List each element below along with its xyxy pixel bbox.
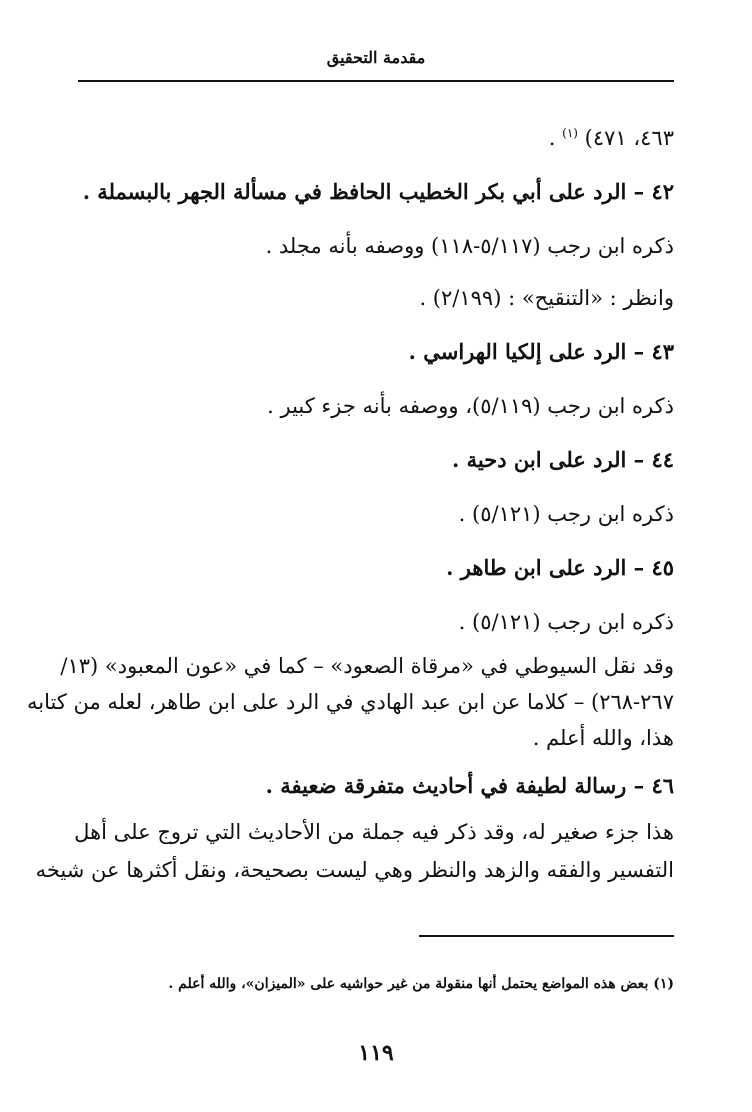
footnote-divider [419,935,674,937]
continuation-text: ٤٦٣، ٤٧١) [584,126,674,150]
continuation-tail: . [548,126,563,150]
entry-text-44: ذكره ابن رجب (٥/١٢١) . [458,502,674,526]
paragraph-line: التفسير والفقه والزهد والنظر وهي ليست بصحيحة، ونقل أكثرها عن شيخه [35,858,674,882]
page-number: ١١٩ [358,1040,394,1066]
footnote: (١) بعض هذه المواضع يحتمل أنها منقولة من غير حواشيه على «الميزان»، والله أعلم . [168,976,674,992]
paragraph-line: هذا جزء صغير له، وقد ذكر فيه جملة من الأحاديث التي تروج على أهل [74,820,674,844]
entry-heading-46: ٤٦ – رسالة لطيفة في أحاديث متفرقة ضعيفة . [265,773,674,798]
continuation-line [78,118,674,153]
entry-heading-42: ٤٢ – الرد على أبي بكر الخطيب الحافظ في مسألة الجهر بالبسملة . [82,179,674,204]
entry-text-43: ذكره ابن رجب (٥/١١٩)، ووصفه بأنه جزء كبير . [267,394,674,418]
entry-text-45: ذكره ابن رجب (٥/١٢١) . [458,610,674,634]
entry-text-42-ref: ذكره ابن رجب (٥/١١٧-١١٨) ووصفه بأنه مجلد . [265,234,674,258]
entry-heading-45: ٤٥ – الرد على ابن طاهر . [446,555,674,580]
footnote-marker[interactable]: (١) [562,126,578,140]
header-divider [78,80,674,82]
entry-heading-44: ٤٤ – الرد على ابن دحية . [452,447,674,472]
entry-text-42-see: وانظر : «التنقيح» : (٢/١٩٩) . [419,286,674,310]
paragraph-line: وقد نقل السيوطي في «مرقاة الصعود» – كما في «عون المعبود» (١٣/ [60,654,674,678]
entry-heading-43: ٤٣ – الرد على إلكيا الهراسي . [408,339,674,364]
paragraph-line: ٢٦٧-٢٦٨) – كلاما عن ابن عبد الهادي في الرد على ابن طاهر، لعله من كتابه [26,690,674,714]
paragraph-line: هذا، والله أعلم . [532,726,674,750]
page-body [26,118,674,885]
running-header: مقدمة التحقيق [326,48,426,67]
